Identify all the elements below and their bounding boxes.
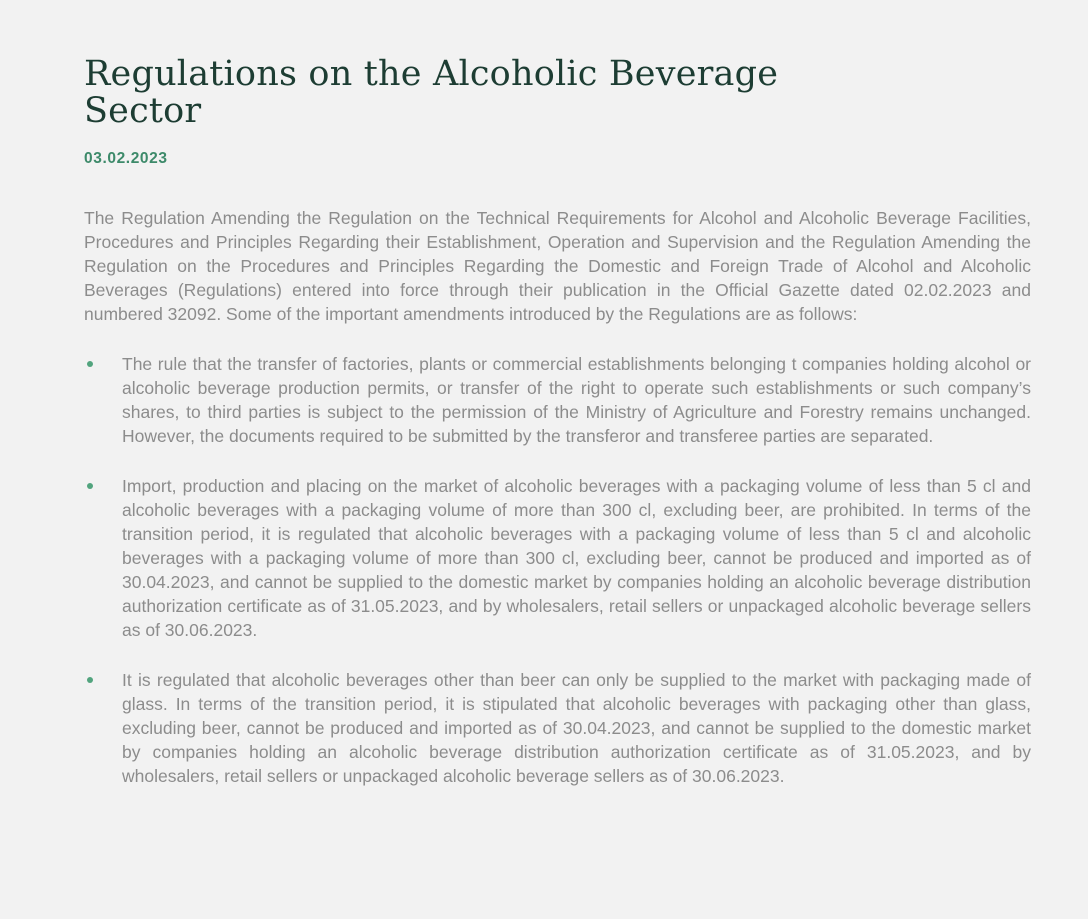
list-item-text: It is regulated that alcoholic beverages other than beer can only be supplied to the market with packaging made of glass. In terms of the transition period, it is stipulated that alcoholic beverages with packaging other than glass, excluding beer, cannot be produced and imported as of 30.04.2023, and cannot be supplied to the domestic market by companies holding an alcoholic beverage distribution authorization certificate as of 31.05.2023, and by wholesalers, retail sellers or unpackaged alcoholic beverage sellers as of 30.06.2023. <box>122 670 1031 786</box>
bullet-dot-icon <box>87 361 93 367</box>
lead-paragraph: The Regulation Amending the Regulation on the Technical Requirements for Alcohol and Alcoholic Beverage Facilities, Procedures and Principles Regarding their Establishment, Operation and Supervision and the Regulation Amending the Regulation on the Procedures and Principles Regarding the Domestic and Foreign Trade of Alcohol and Alcoholic Beverages (Regulations) entered into force through their publication in the Official Gazette dated 02.02.2023 and numbered 32092. Some of the important amendments introduced by the Regulations are as follows: <box>84 208 1031 324</box>
article-body <box>84 206 1031 788</box>
list-item <box>84 668 1031 788</box>
list-item-text: Import, production and placing on the market of alcoholic beverages with a packaging volume of less than 5 cl and alcoholic beverages with a packaging volume of more than 300 cl, excluding beer, are prohibited. In terms of the transition period, it is regulated that alcoholic beverages with a packaging volume of less than 5 cl and alcoholic beverages with a packaging volume of more than 300 cl, excluding beer, cannot be produced and imported as of 30.04.2023, and cannot be supplied to the domestic market by companies holding an alcoholic beverage distribution authorization certificate as of 31.05.2023, and by wholesalers, retail sellers or unpackaged alcoholic beverage sellers as of 30.06.2023. <box>122 476 1031 640</box>
amendments-list <box>84 352 1031 788</box>
list-item-text: The rule that the transfer of factories, plants or commercial establishments belonging t companies holding alcohol or alcoholic beverage production permits, or transfer of the right to operate such establishments or such company’s shares, to third parties is subject to the permission of the Ministry of Agriculture and Forestry remains unchanged. However, the documents required to be submitted by the transferor and transferee parties are separated. <box>122 354 1031 446</box>
bullet-dot-icon <box>87 483 93 489</box>
bullet-dot-icon <box>87 677 93 683</box>
page-title: Regulations on the Alcoholic Beverage Sector <box>84 54 779 131</box>
publish-date: 03.02.2023 <box>84 150 168 167</box>
list-item <box>84 352 1031 448</box>
list-item <box>84 474 1031 642</box>
